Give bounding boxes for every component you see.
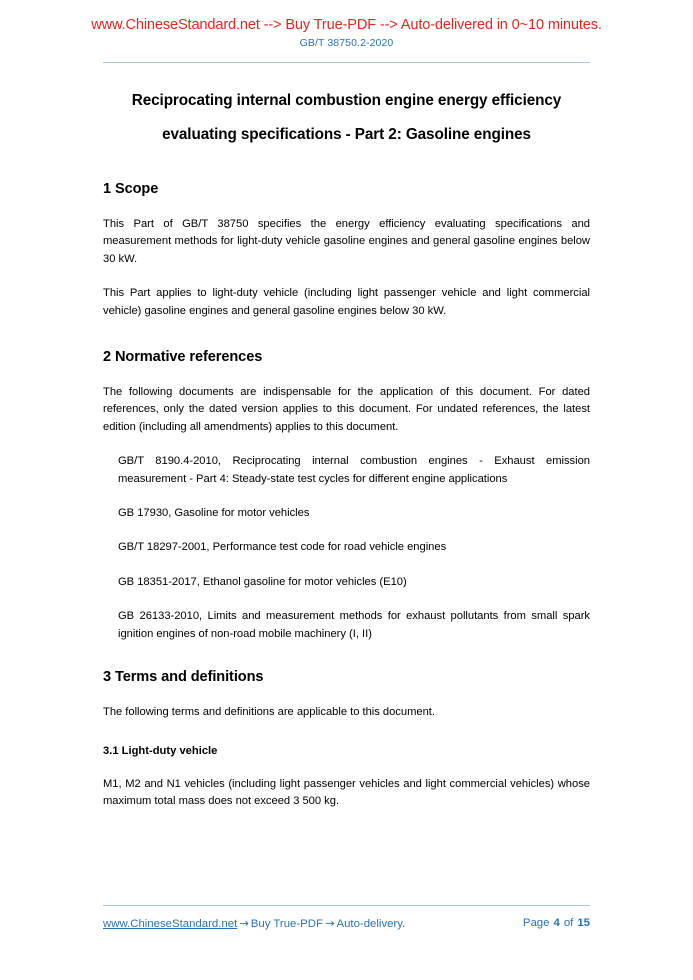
subheading-light-duty-vehicle: 3.1 Light-duty vehicle [103,744,218,757]
reference-item: GB/T 8190.4-2010, Reciprocating internal combustion engines - Exhaust emission measurement - Part 4: Steady-state test cycles for different engine applications [118,455,590,485]
scope-paragraph-2: This Part applies to light-duty vehicle (including light passenger vehicle and light commercial vehicle) gasoline engines and general gasoline engines below 30 kW. [103,287,590,317]
total-pages: 15 [577,917,590,929]
header-divider [103,62,590,63]
terms-intro: The following terms and definitions are applicable to this document. [103,706,435,719]
footer-buy-label[interactable]: Buy True-PDF [250,918,323,930]
footer-delivery-label: Auto-delivery. [336,918,406,930]
arrow-right-icon: → [239,916,249,930]
heading-normative-references: 2 Normative references [103,349,263,366]
reference-item: GB 18351-2017, Ethanol gasoline for motor vehicles (E10) [118,575,407,588]
footer-site-link[interactable]: www.ChineseStandard.net [103,918,238,930]
promo-banner: www.ChineseStandard.net --> Buy True-PDF --> Auto-delivered in 0~10 minutes. [91,17,602,33]
reference-item: GB 17930, Gasoline for motor vehicles [118,507,310,520]
arrow-right-icon-2: → [324,916,335,930]
footer-links [103,913,405,934]
of-label: of [563,917,574,929]
standard-number: GB/T 38750.2-2020 [299,37,394,49]
reference-item: GB 26133-2010, Limits and measurement methods for exhaust pollutants from small spark ignition engines of non-road mobile machinery (I, II) [118,610,590,640]
document-content [103,78,590,810]
scope-paragraph-1: This Part of GB/T 38750 specifies the energy efficiency evaluating specifications and measurement methods for light-duty vehicle gasoline engines and general gasoline engines below 30 kW. [103,218,590,265]
page-label: Page [522,917,550,929]
heading-scope: 1 Scope [103,181,159,197]
heading-terms-and-definitions: 3 Terms and definitions [103,669,264,686]
footer-divider [103,905,590,906]
page-number: 4 [553,917,560,929]
term-definition-light-duty-vehicle: M1, M2 and N1 vehicles (including light passenger vehicles and light commercial vehicles) whose maximum total mass does not exceed 3 500 kg. [103,777,590,807]
reference-item: GB/T 18297-2001, Performance test code for road vehicle engines [118,541,447,554]
page-footer [103,913,590,933]
page-title: Reciprocating internal combustion engine energy efficiency evaluating specifications - Part 2: Gasoline engines [131,92,562,143]
normative-references-intro: The following documents are indispensable for the application of this document. For dated references, only the dated version applies to this document. For undated references, the latest edition (including all amendments) applies to this document. [103,386,590,433]
page-indicator [523,913,590,933]
